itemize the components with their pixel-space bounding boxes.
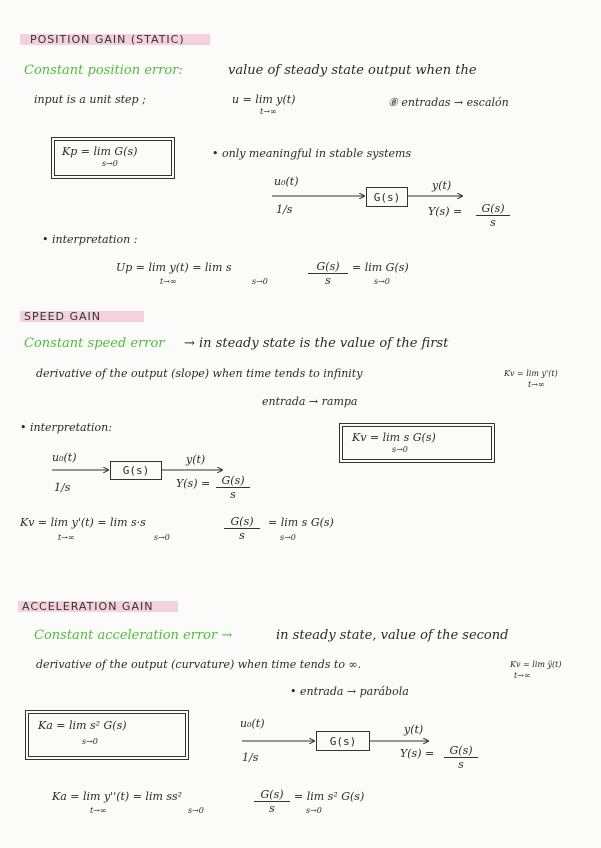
- fraction-numerator: G(s): [476, 202, 510, 216]
- fraction-numerator: G(s): [224, 515, 260, 529]
- accel-definition-formula-sub: t→∞: [514, 671, 531, 680]
- accel-formula-rhs: = lim s² G(s): [294, 790, 365, 803]
- position-diagram-output-fraction: [476, 202, 510, 229]
- accel-formula-sub1: t→∞: [90, 806, 107, 815]
- speed-definition-term: Constant speed error: [24, 336, 165, 351]
- fraction-denominator: s: [490, 216, 496, 229]
- speed-interpretation-label: • interpretation:: [20, 421, 112, 434]
- fraction-numerator: G(s): [254, 788, 290, 802]
- accel-definition-line2: derivative of the output (curvature) when time tends to ∞.: [36, 658, 362, 671]
- accel-formula-sub3: s→0: [306, 806, 322, 815]
- speed-formula-fraction: [224, 515, 260, 542]
- speed-formula-lhs: Kv = lim y'(t) = lim s·s: [20, 516, 146, 529]
- position-interpretation-rhs: = lim G(s): [352, 261, 409, 274]
- position-diagram-output-eq: Y(s) =: [428, 205, 463, 218]
- position-interpretation-sub2: s→0: [252, 277, 268, 286]
- position-interpretation-label: • interpretation :: [42, 233, 138, 246]
- position-interpretation-sub3: s→0: [374, 277, 390, 286]
- position-diagram-input-label: u₀(t): [274, 175, 299, 188]
- accel-diagram-output-fraction: [444, 744, 478, 771]
- position-heading: POSITION GAIN (STATIC): [30, 33, 185, 46]
- accel-input-note: • entrada → parábola: [290, 685, 409, 698]
- speed-definition-formula: Kv = lim y'(t): [504, 369, 558, 378]
- stability-note: • only meaningful in stable systems: [212, 147, 412, 160]
- kp-formula: Kp = lim G(s): [62, 145, 138, 158]
- accel-heading: ACCELERATION GAIN: [22, 600, 154, 613]
- fraction-numerator: G(s): [308, 260, 348, 274]
- position-input-note: ⑧ entradas → escalón: [388, 96, 509, 109]
- position-definition-text: value of steady state output when the: [228, 63, 477, 78]
- accel-diagram-block: G(s): [316, 731, 370, 751]
- position-definition-line2: input is a unit step ;: [34, 93, 146, 106]
- speed-diagram-output-fraction: [216, 474, 250, 501]
- position-diagram-block: G(s): [366, 187, 408, 207]
- accel-definition-text: in steady state, value of the second: [276, 628, 509, 643]
- kv-formula-sub: s→0: [392, 445, 408, 454]
- accel-formula-lhs: Ka = lim y''(t) = lim ss²: [52, 790, 183, 803]
- accel-diagram-output-eq: Y(s) =: [400, 747, 435, 760]
- accel-diagram-input-label: u₀(t): [240, 717, 265, 730]
- fraction-denominator: s: [230, 488, 236, 501]
- speed-definition-formula-sub: t→∞: [528, 380, 545, 389]
- fraction-numerator: G(s): [216, 474, 250, 488]
- accel-definition-formula: Kv = lim ÿ(t): [510, 660, 562, 669]
- ka-formula-sub: s→0: [82, 737, 98, 746]
- fraction-denominator: s: [269, 802, 275, 815]
- kp-formula-sub: s→0: [102, 159, 118, 168]
- speed-diagram-output-eq: Y(s) =: [176, 477, 211, 490]
- speed-definition-text: → in steady state is the value of the first: [184, 336, 449, 351]
- position-definition-formula-sub: t→∞: [260, 107, 277, 116]
- kv-formula: Kv = lim s G(s): [352, 431, 436, 444]
- ka-formula: Ka = lim s² G(s): [38, 719, 127, 732]
- position-diagram-output-label: y(t): [432, 179, 452, 192]
- position-interpretation-sub1: t→∞: [160, 277, 177, 286]
- speed-heading: SPEED GAIN: [24, 310, 102, 323]
- speed-input-note: entrada → rampa: [262, 395, 358, 408]
- speed-formula-sub3: s→0: [280, 533, 296, 542]
- accel-definition-term: Constant acceleration error →: [34, 628, 233, 643]
- accel-formula-fraction: [254, 788, 290, 815]
- speed-diagram-block: G(s): [110, 461, 162, 480]
- position-definition-term: Constant position error:: [24, 63, 183, 78]
- fraction-numerator: G(s): [444, 744, 478, 758]
- position-definition-formula: u = lim y(t): [232, 93, 296, 106]
- speed-definition-line2: derivative of the output (slope) when time tends to infinity: [36, 367, 363, 380]
- accel-formula-sub2: s→0: [188, 806, 204, 815]
- speed-formula-sub1: t→∞: [58, 533, 75, 542]
- fraction-denominator: s: [239, 529, 245, 542]
- position-interpretation-fraction: [308, 260, 348, 287]
- speed-diagram-input-value: 1/s: [54, 481, 71, 494]
- position-diagram-input-value: 1/s: [276, 203, 293, 216]
- speed-diagram-input-label: u₀(t): [52, 451, 77, 464]
- position-interpretation-lhs: Up = lim y(t) = lim s: [116, 261, 232, 274]
- speed-formula-sub2: s→0: [154, 533, 170, 542]
- accel-diagram-input-value: 1/s: [242, 751, 259, 764]
- accel-diagram-output-label: y(t): [404, 723, 424, 736]
- fraction-denominator: s: [458, 758, 464, 771]
- speed-diagram-output-label: y(t): [186, 453, 206, 466]
- fraction-denominator: s: [325, 274, 331, 287]
- speed-formula-rhs: = lim s G(s): [268, 516, 334, 529]
